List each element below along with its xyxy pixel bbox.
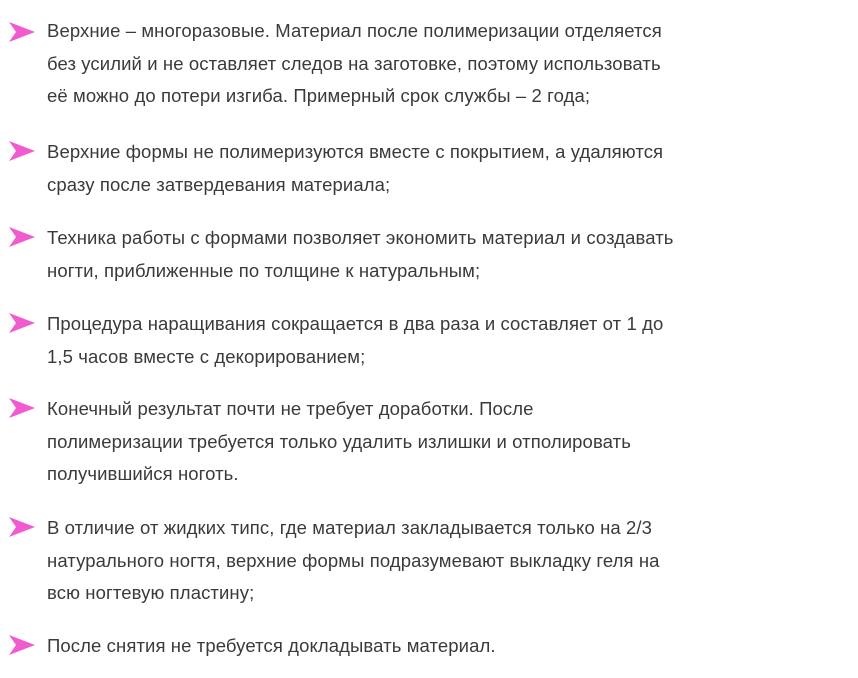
pink-arrow-icon (9, 635, 35, 655)
pink-arrow-icon (9, 313, 35, 333)
pink-arrow-icon (9, 398, 35, 418)
list-item-text: Процедура наращивания сокращается в два раза и составляет от 1 до 1,5 часов вместе с декорированием; (47, 313, 664, 367)
list-item-text: В отличие от жидких типс, где материал закладывается только на 2/3 натурального ногтя, верхние формы подразумевают выкладку геля на всю ногтевую пластину; (47, 517, 660, 603)
pink-arrow-icon (9, 227, 35, 247)
list-item-text: После снятия не требуется докладывать материал. (47, 635, 496, 656)
list-item-text: Верхние формы не полимеризуются вместе с покрытием, а удаляются сразу после затвердевания материала; (47, 141, 664, 195)
pink-arrow-icon (9, 141, 35, 161)
list-item-text: Техника работы с формами позволяет экономить материал и создавать ногти, приближенные по толщине к натуральным; (47, 227, 674, 281)
list-item-text: Верхние – многоразовые. Материал после полимеризации отделяется без усилий и не оставляет следов на заготовке, поэтому использовать её можно до потери изгиба. Примерный срок службы – 2 года; (47, 20, 662, 106)
list-item-text: Конечный результат почти не требует доработки. После полимеризации требуется только удалить излишки и отполировать получившийся ноготь. (47, 398, 631, 484)
pink-arrow-icon (9, 517, 35, 537)
pink-arrow-icon (9, 22, 35, 42)
